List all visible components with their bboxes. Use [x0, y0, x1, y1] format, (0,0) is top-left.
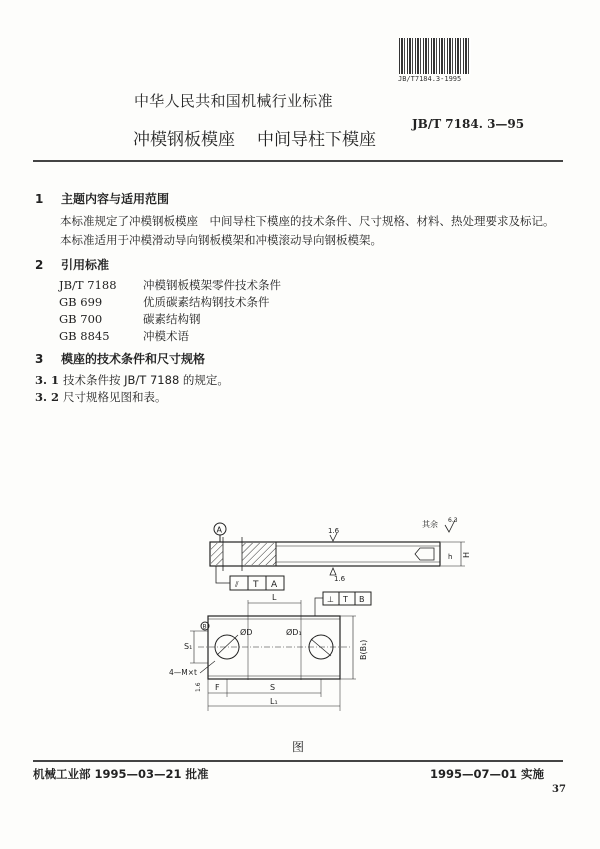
approval-info: 机械工业部 1995—03—21 批准: [33, 767, 209, 781]
svg-text:h: h: [448, 553, 453, 561]
clause-number: 3. 1: [35, 373, 60, 387]
technical-drawing: [160, 515, 480, 720]
side-view: [210, 517, 471, 590]
reference-name: 碳素结构钢: [143, 312, 201, 326]
section-2-heading: [35, 256, 109, 273]
section-3-heading: [35, 350, 205, 367]
paragraph: 本标准适用于冲模滑动导向钢板模架和冲模滚动导向钢板模架。: [60, 233, 382, 247]
effective-date: 1995—07—01 实施: [430, 767, 545, 781]
clause-text: 尺寸规格见图和表。: [63, 390, 167, 404]
title-part-1: 冲模钢板模座: [133, 130, 235, 150]
svg-text:1.6: 1.6: [328, 527, 340, 535]
footer-divider: [33, 760, 563, 762]
reference-item: [59, 277, 281, 294]
title-part-2: 中间导柱下模座: [257, 130, 376, 150]
svg-text:其余: 其余: [422, 520, 438, 529]
clause-text: 技术条件按 JB/T 7188 的规定。: [63, 373, 229, 387]
standard-body-header: 中华人民共和国机械行业标准: [134, 92, 333, 110]
svg-text:L₁: L₁: [270, 697, 278, 706]
section-title: 主题内容与适用范围: [61, 192, 170, 206]
clause-list: [35, 372, 229, 406]
section-title: 模座的技术条件和尺寸规格: [61, 352, 206, 366]
document-title: [133, 125, 398, 150]
svg-text:A: A: [271, 580, 278, 590]
clause-number: 3. 2: [35, 390, 60, 404]
reference-name: 冲模术语: [143, 329, 189, 343]
svg-text:B: B: [202, 623, 207, 631]
svg-text:B(B₁): B(B₁): [359, 639, 368, 660]
svg-text:S₁: S₁: [184, 642, 193, 651]
header-divider: [33, 160, 563, 162]
section-number: 3: [35, 352, 44, 366]
clause-item: [35, 389, 229, 406]
svg-text:1.6: 1.6: [334, 575, 346, 583]
svg-text:ØD: ØD: [240, 628, 253, 637]
svg-text:4—M×t: 4—M×t: [169, 668, 197, 677]
reference-code: GB 700: [59, 312, 103, 326]
reference-item: [59, 294, 281, 311]
svg-text:1.6: 1.6: [195, 682, 202, 692]
svg-text:ØD₁: ØD₁: [286, 628, 302, 637]
svg-text:T: T: [343, 595, 348, 604]
svg-text:B: B: [359, 595, 365, 604]
reference-list: [59, 277, 281, 345]
section-number: 1: [35, 192, 44, 206]
svg-text:S: S: [270, 683, 276, 692]
section-1-body: [60, 212, 570, 250]
svg-text:A: A: [216, 525, 222, 535]
reference-code: JB/T 7188: [59, 278, 117, 292]
clause-item: [35, 372, 229, 389]
page-number: 37: [552, 784, 566, 795]
reference-code: GB 699: [59, 295, 103, 309]
section-1-heading: [35, 190, 169, 207]
svg-text:L: L: [272, 593, 277, 602]
section-number: 2: [35, 258, 44, 272]
svg-text:6.3: 6.3: [448, 517, 458, 524]
barcode: [399, 38, 471, 74]
reference-name: 优质碳素结构钢技术条件: [143, 295, 270, 309]
top-view: [169, 592, 371, 711]
svg-text:H: H: [462, 551, 471, 558]
standard-code: JB/T 7184. 3—95: [412, 117, 525, 131]
reference-code: GB 8845: [59, 329, 110, 343]
reference-item: [59, 311, 281, 328]
svg-text:T: T: [253, 580, 259, 590]
section-title: 引用标准: [61, 258, 110, 272]
barcode-text: JB/T7184.3-1995: [398, 75, 462, 83]
svg-text:F: F: [215, 683, 220, 692]
reference-item: [59, 328, 281, 345]
paragraph: 本标准规定了冲模钢板模座 中间导柱下模座的技术条件、尺寸规格、材料、热处理要求及标记。: [60, 214, 555, 228]
svg-text:⊥: ⊥: [327, 595, 334, 604]
figure-caption: 图: [292, 740, 305, 754]
svg-text:⫽: ⫽: [235, 580, 239, 589]
reference-name: 冲模钢板模架零件技术条件: [143, 278, 281, 292]
